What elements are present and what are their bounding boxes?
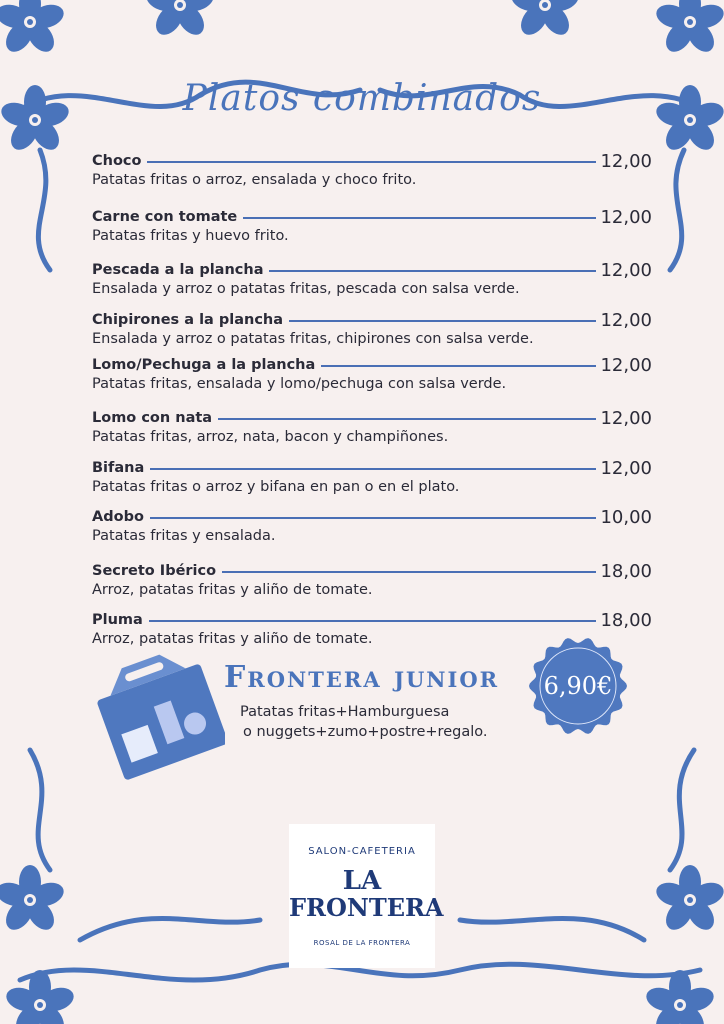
menu-item <box>92 150 652 188</box>
item-name: Pluma <box>92 612 143 628</box>
logo-name-2: FRONTERA <box>289 893 444 922</box>
item-description: Patatas fritas o arroz, ensalada y choco frito. <box>92 172 417 188</box>
menu-item <box>92 407 652 445</box>
junior-line-2: o nuggets+zumo+postre+regalo. <box>243 724 488 740</box>
menu-item <box>92 457 652 495</box>
junior-price: 6,90€ <box>543 672 613 700</box>
leader-line <box>222 571 596 573</box>
item-name: Lomo/Pechuga a la plancha <box>92 357 316 373</box>
menu-item <box>92 354 652 392</box>
leader-line <box>150 517 596 519</box>
menu-item-row <box>92 506 652 528</box>
leader-line <box>243 217 596 219</box>
leader-line <box>149 620 596 622</box>
item-price: 12,00 <box>600 150 652 172</box>
item-price: 10,00 <box>600 506 652 528</box>
junior-description <box>240 702 487 742</box>
logo-location: ROSAL DE LA FRONTERA <box>313 939 411 947</box>
leader-line <box>321 365 596 367</box>
menu-item-row <box>92 259 652 281</box>
item-description: Ensalada y arroz o patatas fritas, chipirones con salsa verde. <box>92 331 534 347</box>
leader-line <box>289 320 596 322</box>
leader-line <box>218 418 596 420</box>
menu-item <box>92 560 652 598</box>
item-name: Adobo <box>92 509 144 525</box>
menu-item-row <box>92 457 652 479</box>
item-name: Choco <box>92 153 142 169</box>
item-price: 12,00 <box>600 206 652 228</box>
menu-item <box>92 506 652 544</box>
item-price: 12,00 <box>600 259 652 281</box>
menu-item <box>92 206 652 244</box>
item-name: Secreto Ibérico <box>92 563 217 579</box>
logo-name-1: LA <box>342 866 382 896</box>
menu-item-row <box>92 206 652 228</box>
item-description: Patatas fritas o arroz y bifana en pan o en el plato. <box>92 479 460 495</box>
price-badge <box>528 636 628 736</box>
logo <box>289 824 444 968</box>
item-description: Patatas fritas y huevo frito. <box>92 228 289 244</box>
item-price: 12,00 <box>600 407 652 429</box>
leader-line <box>150 468 596 470</box>
item-price: 12,00 <box>600 457 652 479</box>
menu-item-row <box>92 407 652 429</box>
leader-line <box>147 161 596 163</box>
item-price: 18,00 <box>600 609 652 631</box>
menu-item-row <box>92 354 652 376</box>
item-price: 12,00 <box>600 309 652 331</box>
item-price: 12,00 <box>600 354 652 376</box>
item-name: Carne con tomate <box>92 209 238 225</box>
leader-line <box>269 270 596 272</box>
item-description: Arroz, patatas fritas y aliño de tomate. <box>92 582 373 598</box>
menu-item-row <box>92 560 652 582</box>
item-description: Arroz, patatas fritas y aliño de tomate. <box>92 631 373 647</box>
menu-item-row <box>92 150 652 172</box>
item-description: Ensalada y arroz o patatas fritas, pescada con salsa verde. <box>92 281 520 297</box>
junior-line-1: Patatas fritas+Hamburguesa <box>240 704 450 720</box>
menu-item <box>92 259 652 297</box>
item-description: Patatas fritas, arroz, nata, bacon y champiñones. <box>92 429 449 445</box>
menu-item <box>92 309 652 347</box>
menu-item-row <box>92 609 652 631</box>
page-title: Platos combinados <box>182 78 542 119</box>
item-description: Patatas fritas, ensalada y lomo/pechuga con salsa verde. <box>92 376 507 392</box>
lunch-box-icon <box>95 650 225 780</box>
item-description: Patatas fritas y ensalada. <box>92 528 276 544</box>
logo-subtitle: SALON-CAFETERIA <box>308 846 416 857</box>
item-name: Bifana <box>92 460 145 476</box>
menu-item-row <box>92 309 652 331</box>
item-name: Pescada a la plancha <box>92 262 264 278</box>
junior-title: Frontera junior <box>224 660 500 695</box>
item-name: Lomo con nata <box>92 410 213 426</box>
item-price: 18,00 <box>600 560 652 582</box>
item-name: Chipirones a la plancha <box>92 312 284 328</box>
